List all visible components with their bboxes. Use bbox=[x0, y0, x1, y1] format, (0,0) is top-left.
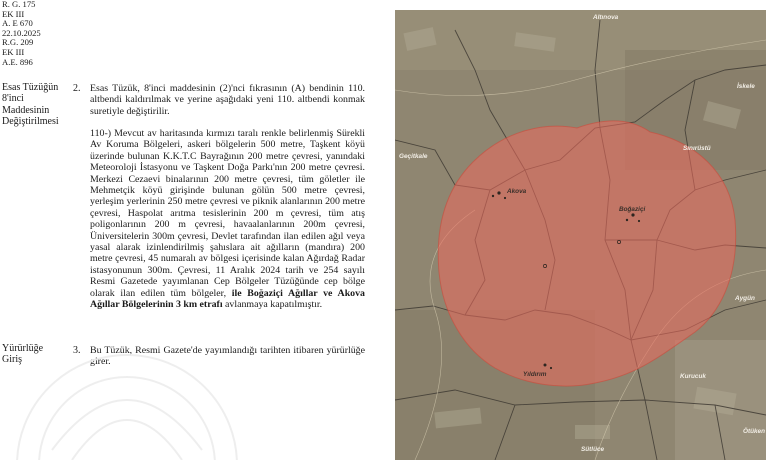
section-label-line: 8'inci bbox=[2, 93, 24, 105]
reference-line: 22.10.2025 bbox=[2, 27, 41, 38]
place-label: Boğaziçi bbox=[619, 206, 646, 213]
reference-line: R. G. 175 bbox=[2, 0, 36, 9]
section-label-line: Maddesinin bbox=[2, 104, 50, 116]
hunting-zone-map bbox=[395, 10, 766, 460]
reference-line: R.G. 209 bbox=[2, 37, 34, 48]
section-3-number: 3. bbox=[73, 345, 81, 356]
place-label: Sütlüce bbox=[581, 446, 605, 453]
reference-line: A.E. 896 bbox=[2, 56, 33, 67]
section-label-line: Değiştirilmesi bbox=[2, 115, 59, 127]
subparagraph-110-text: 110-) Mevcut av haritasında kırmızı taralı renkle belirlenmiş Sürekli Av Koruma Bölgeleri, askeri bölgelerin 500 metre, Taşkent köyü üzerinde bulunan K.K.T.C Bayrağının 200 metre çevresi, yanındaki Meteoroloji İstasyonu ve Taşkent Doğa Parkı'nın 200 metre çevresi. Merkezi Cezaevi binalarının 200 metre çevresi, tüm göletler ile Mehmetçik köyü girişinde bulunan gölün 500 metre çevresi, yerleşim yerlerinin 250 metre çevresi ve piknik alanlarının 200 metre çevresi, Haspolat arıtma tesislerinin 200 m çevresi, tüm atış poligonlarının 200 m çevresi, havaalanlarının 200m çevresi, Üniversitelerin 300m çevresi, Devlet tarafından ilan edilen ağıl veya yasal alarak izinlendirilmiş şahıslara ait ağılların (mandıra) 200 metre çevresi, 45 numaralı av bölgesi içerisinde kalan Ağırdağ Radar istasyonunun 300m. Çevresi, 11 Aralık 2024 tarih ve 254 sayılı Resmi Gazetede yayımlanan Cep Bölgeler Tüzüğünde cep bölge olarak ilan edilen tüm bölgeler, bbox=[90, 128, 365, 299]
subparagraph-110-bold: ile Boğaziçi Ağıllar ve Akova Ağıllar Bölgelerinin 3 km etrafı bbox=[90, 287, 365, 311]
place-label: Altınova bbox=[593, 14, 619, 21]
place-label: Akova bbox=[507, 188, 527, 195]
gazette-references bbox=[2, 0, 41, 67]
reference-line: A. E 670 bbox=[2, 18, 33, 29]
reference-line: EK III bbox=[2, 8, 25, 19]
reference-line: EK III bbox=[2, 46, 25, 57]
section-label-line: Giriş bbox=[2, 354, 22, 366]
place-label: İskele bbox=[737, 83, 755, 90]
place-label: Aygün bbox=[735, 295, 755, 302]
section-label-line: Esas Tüzüğün bbox=[2, 82, 59, 93]
place-label: Ötüken bbox=[743, 428, 766, 435]
place-label: Geçitkale bbox=[399, 153, 428, 160]
section-2-intro: Esas Tüzük, 8'inci maddesinin (2)'nci fıkrasının (A) bendinin 110. altbendi kaldırılmak ve yerine aşağıdaki yeni 110. altbendi konmak suretiyle değiştirilir. bbox=[90, 83, 365, 117]
place-label: Kurucuk bbox=[680, 373, 706, 380]
section-label-line: Yürürlüğe bbox=[2, 343, 44, 354]
section-2-number: 2. bbox=[73, 83, 81, 94]
subparagraph-110-end: avlanmaya kapatılmıştır. bbox=[222, 299, 323, 311]
place-label: Yıldırım bbox=[523, 371, 547, 378]
place-label: Sınırüstü bbox=[683, 145, 711, 152]
map-canvas bbox=[395, 10, 766, 460]
watermark-seal bbox=[12, 330, 242, 460]
section-3-text: Bu Tüzük, Resmi Gazete'de yayımlandığı tarihten itibaren yürürlüğe girer. bbox=[90, 345, 365, 368]
section-2-label bbox=[2, 82, 59, 127]
subparagraph-110 bbox=[90, 128, 365, 311]
